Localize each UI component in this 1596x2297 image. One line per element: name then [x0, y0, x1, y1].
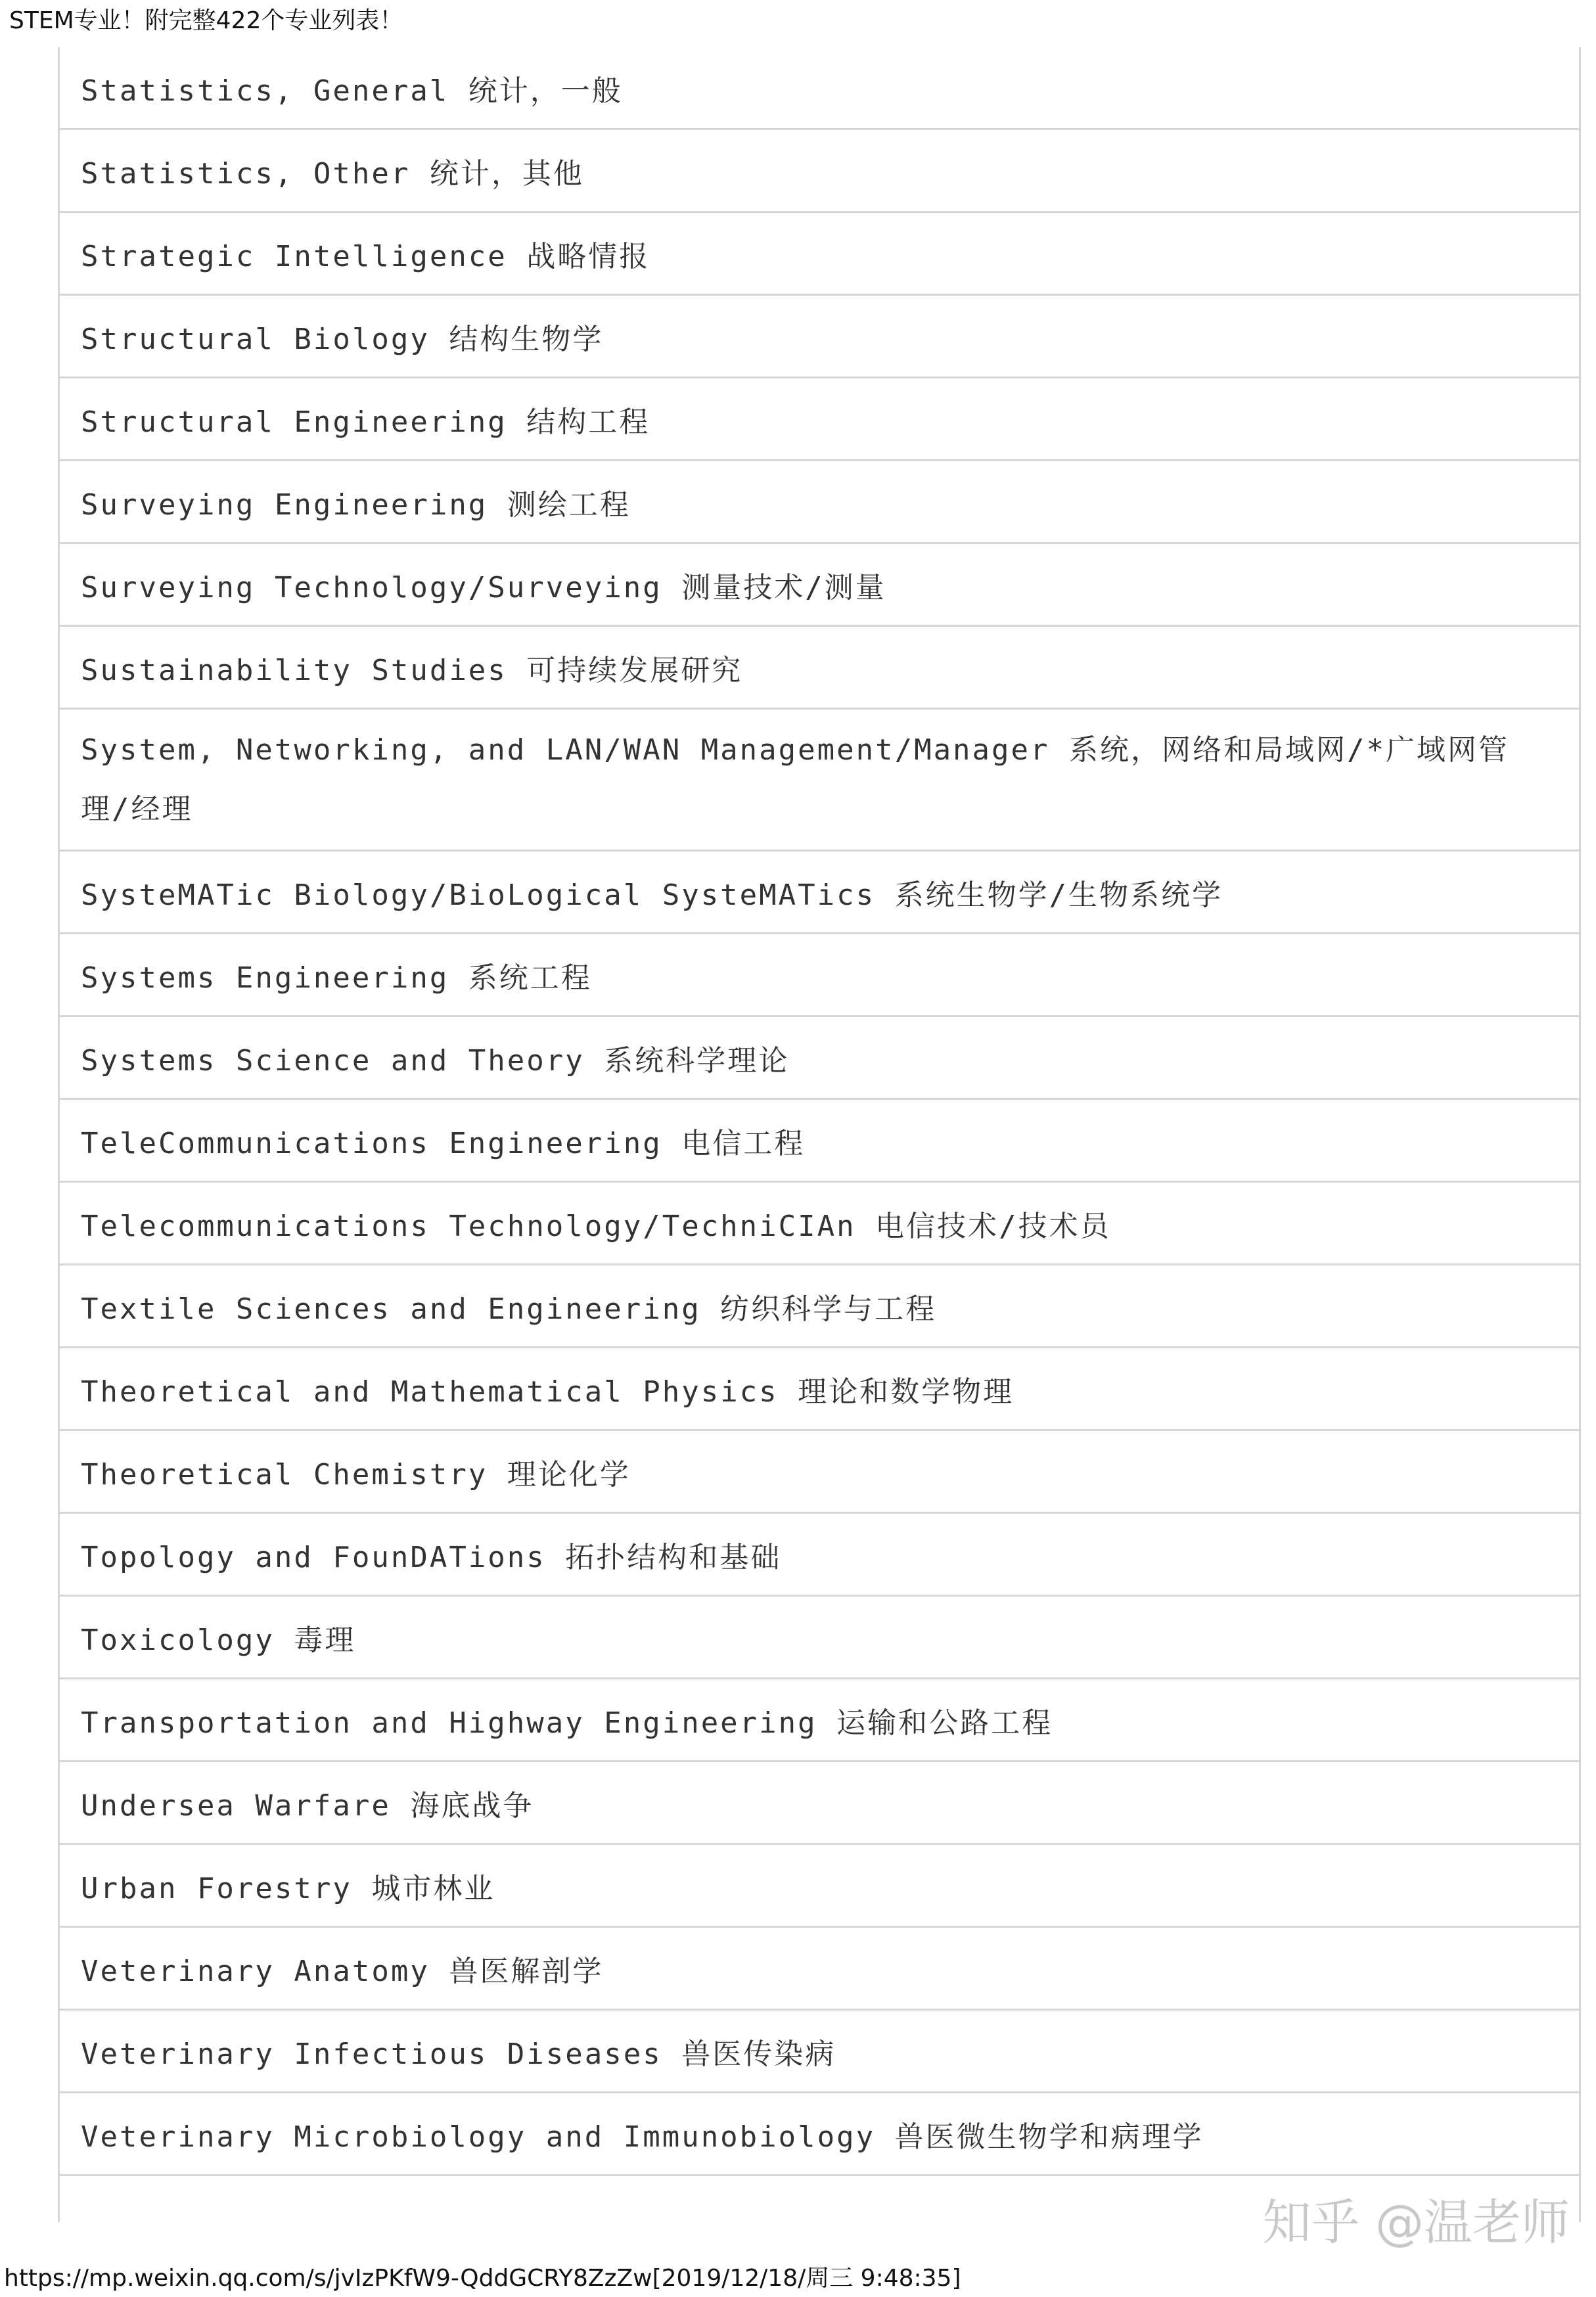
table-row: Systems Science and Theory 系统科学理论	[60, 1017, 1579, 1100]
table-row: Structural Biology 结构生物学	[60, 296, 1579, 378]
table-row: Surveying Technology/Surveying 测量技术/测量	[60, 544, 1579, 627]
table-row: Telecommunications Technology/TechniCIAn 电信技术/技术员	[60, 1183, 1579, 1265]
table-row: Systems Engineering 系统工程	[60, 934, 1579, 1017]
table-row: Transportation and Highway Engineering 运输和公路工程	[60, 1679, 1579, 1762]
table-row: System, Networking, and LAN/WAN Management/Manager 系统，网络和局域网/*广域网管理/经理	[60, 710, 1579, 852]
table-row: Strategic Intelligence 战略情报	[60, 213, 1579, 296]
major-list-table	[58, 47, 1581, 2222]
table-row: Undersea Warfare 海底战争	[60, 1762, 1579, 1845]
table-row: SysteMATic Biology/BioLogical SysteMATics 系统生物学/生物系统学	[60, 852, 1579, 934]
table-row: Textile Sciences and Engineering 纺织科学与工程	[60, 1265, 1579, 1348]
zhihu-watermark: 知乎 @温老师	[1262, 2195, 1570, 2251]
table-row: Urban Forestry 城市林业	[60, 1845, 1579, 1928]
table-row: Theoretical and Mathematical Physics 理论和数学物理	[60, 1348, 1579, 1431]
table-row: Statistics, General 统计，一般	[60, 47, 1579, 130]
table-row: Toxicology 毒理	[60, 1597, 1579, 1679]
table-row: Structural Engineering 结构工程	[60, 378, 1579, 461]
table-row: Surveying Engineering 测绘工程	[60, 461, 1579, 544]
table-row: Sustainability Studies 可持续发展研究	[60, 627, 1579, 710]
table-row: Theoretical Chemistry 理论化学	[60, 1431, 1579, 1514]
table-row: TeleCommunications Engineering 电信工程	[60, 1100, 1579, 1183]
table-row: Veterinary Microbiology and Immunobiology 兽医微生物学和病理学	[60, 2093, 1579, 2176]
table-row: Veterinary Anatomy 兽医解剖学	[60, 1928, 1579, 2011]
source-url[interactable]: https://mp.weixin.qq.com/s/jvIzPKfW9-QddGCRY8ZzZw[2019/12/18/周三 9:48:35]	[4, 2265, 961, 2292]
page-title: STEM专业！附完整422个专业列表！	[9, 7, 403, 34]
table-row: Topology and FounDATions 拓扑结构和基础	[60, 1514, 1579, 1597]
table-row: Statistics, Other 统计，其他	[60, 130, 1579, 213]
table-row: Veterinary Infectious Diseases 兽医传染病	[60, 2011, 1579, 2093]
